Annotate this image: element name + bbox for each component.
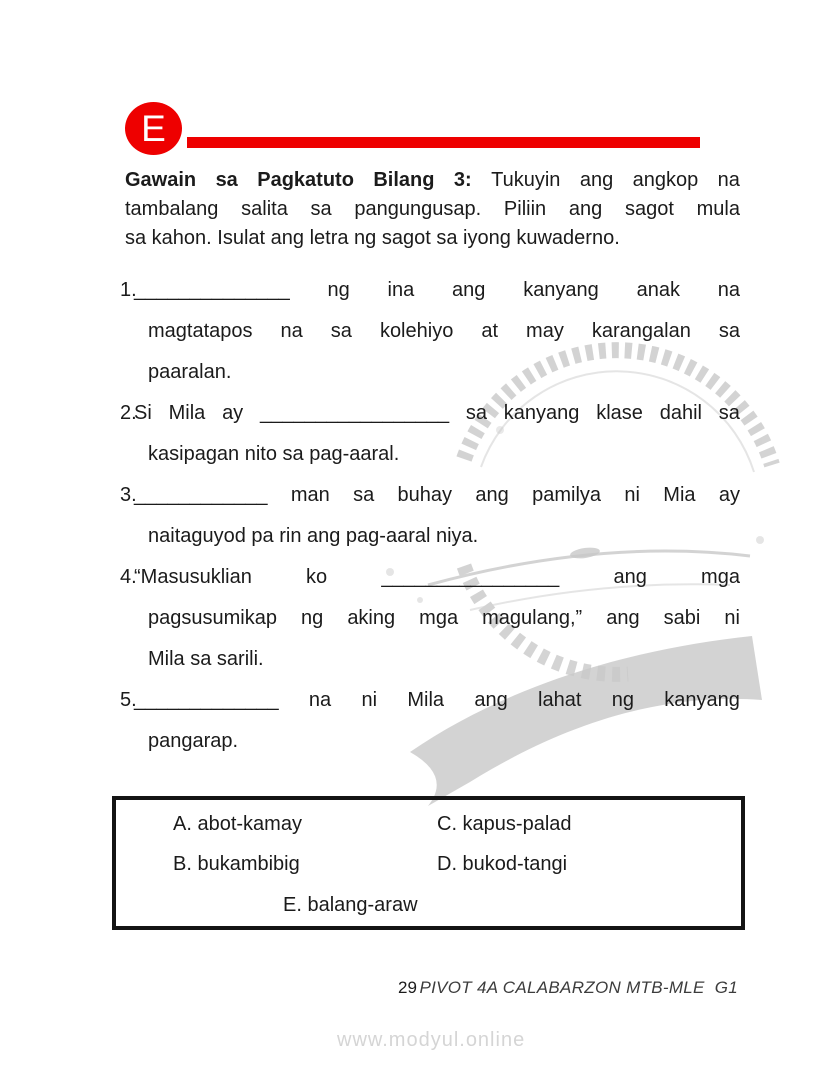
question-line: pagsusumikap ng aking mga magulang,” ang sabi ni xyxy=(148,607,740,629)
question-line: kasipagan nito sa pag-aaral. xyxy=(148,443,400,465)
question-line: Si Mila ay _________________ sa kanyang klase dahil sa xyxy=(134,402,740,424)
question-line: ______________ ng ina ang kanyang anak na xyxy=(134,279,740,301)
question-list xyxy=(120,270,740,762)
module-label: PIVOT 4A CALABARZON MTB-MLE G1 xyxy=(419,978,738,997)
question-line: paaralan. xyxy=(148,361,232,383)
question-item-5 xyxy=(120,680,740,762)
question-item-3 xyxy=(120,475,740,557)
choice-option-e: E. balang-araw xyxy=(283,894,418,916)
instruction-line: tambalang salita sa pangungusap. Piliin ang sagot mula xyxy=(125,198,740,220)
site-watermark: www.modyul.online xyxy=(337,1029,526,1051)
question-item-4 xyxy=(120,557,740,680)
question-number: 2. xyxy=(120,402,137,424)
choice-option-d: D. bukod-tangi xyxy=(437,853,568,875)
question-line: “Masusuklian ko ________________ ang mga xyxy=(134,566,740,588)
question-number: 3. xyxy=(120,484,137,506)
question-item-1 xyxy=(120,270,740,393)
question-line: ____________ man sa buhay ang pamilya ni Mia ay xyxy=(134,484,740,506)
question-number: 4. xyxy=(120,566,137,588)
question-line: naitaguyod pa rin ang pag-aaral niya. xyxy=(148,525,479,547)
choice-option-c: C. kapus-palad xyxy=(437,813,572,835)
question-number: 5. xyxy=(120,689,137,711)
choice-option-a: A. abot-kamay xyxy=(173,813,302,835)
header-rule xyxy=(187,137,700,148)
question-line: pangarap. xyxy=(148,730,239,752)
choice-option-b: B. bukambibig xyxy=(173,853,300,875)
section-letter-badge xyxy=(125,102,182,155)
question-line: Mila sa sarili. xyxy=(148,648,264,670)
section-letter: E xyxy=(141,108,166,149)
question-line: magtatapos na sa kolehiyo at may karangalan sa xyxy=(148,320,740,342)
activity-instructions xyxy=(125,166,740,253)
question-line: _____________ na ni Mila ang lahat ng kanyang xyxy=(134,689,740,711)
page-number: 29 xyxy=(398,978,417,997)
question-item-2 xyxy=(120,393,740,475)
question-number: 1. xyxy=(120,279,137,301)
instruction-line: Gawain sa Pagkatuto Bilang 3: Tukuyin ang angkop na xyxy=(125,169,740,191)
answer-choices-box xyxy=(112,796,745,930)
instruction-line: sa kahon. Isulat ang letra ng sagot sa iyong kuwaderno. xyxy=(125,227,620,249)
